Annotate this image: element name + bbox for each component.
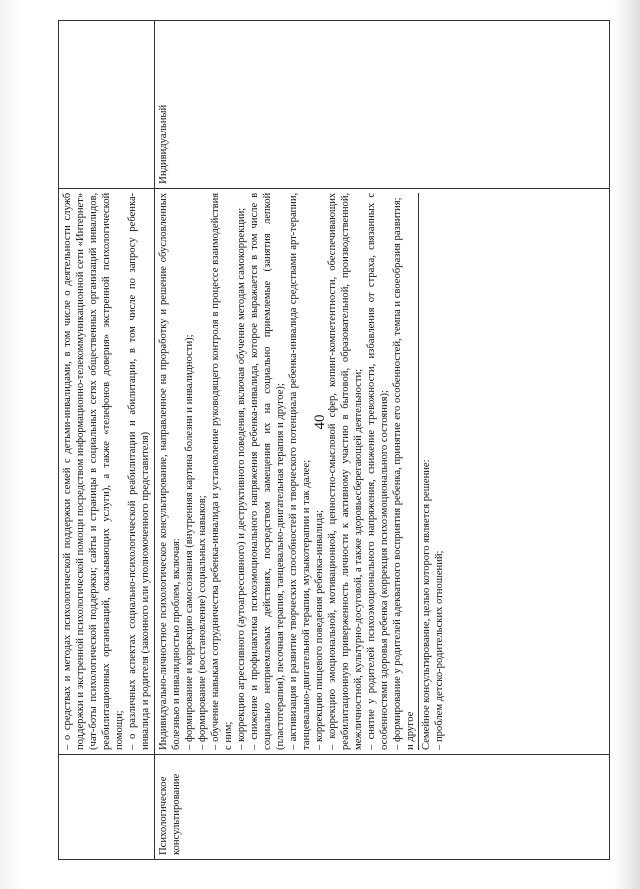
- service-type-label: Психологическое консультирование: [158, 773, 182, 855]
- list-item: – активизация и развитие творческих способностей и творческого потенциала ребенка-инвалида средствами арт-терапии, танцевально-двигательной терапии, музыкотерапии и так далее;: [288, 192, 312, 750]
- table-row-psych-consulting: [155, 21, 610, 860]
- list-item: – формирование у родителей адекватного восприятия ребенка, принятие его особенностей, темпа и своеобразия развития;: [392, 197, 403, 750]
- list-item: – коррекцию эмоциональной, мотивационной, ценностно-смысловой сфер, копинг-компетентности, обеспечивающих реабилитационную приверженность личности к активному участию в бытовой, образовательной, производственной, межличностной, культурно-досуговой, а также здоровьесберегающей деятельности;: [327, 192, 364, 750]
- table-row-continuation: [59, 21, 155, 860]
- rotated-page-frame: [58, 20, 610, 860]
- services-table: [58, 20, 610, 860]
- list-item: – проблем детско-родительских отношений;: [434, 550, 445, 750]
- list-item: – формирование и коррекцию самосознания (внутренняя картина болезни и инвалидности);: [184, 334, 195, 750]
- list-item: – снятие у родителей психоэмоционального напряжения, снижение тревожности, избавления от страха, связанных с особенностями здоровья ребенка (коррекция психоэмоционального состояния);: [366, 192, 390, 750]
- rotated-page-content: [58, 20, 610, 860]
- list-item: – о средствах и методах психологической поддержки семей с детьми-инвалидами, в том числе о деятельности служб поддержки и экстренной психологической помощи посредством информационно-телекоммуникационной сети «Интернет» (чат-боты психологической поддержки; сайты и страницы в социальных сетях общественных организаций инвалидов, реабилитационных организаций, оказывающих услуги), а также «телефонов доверия» экстренной психологической помощи;: [62, 192, 125, 750]
- scan-shadow: [614, 0, 640, 889]
- continuation-description-cell: [59, 188, 155, 754]
- mode-label: Индивидуальный: [158, 104, 169, 184]
- page-number: 40: [312, 414, 328, 430]
- list-item: – обучение навыкам сотрудничества ребенка-инвалида и установление руководящего контроля в процессе взаимодействия с ним;: [210, 192, 234, 750]
- mode-cell-empty: [59, 21, 155, 189]
- family-intro: Семейное консультирование, целью которого является решение:: [418, 193, 433, 750]
- service-type-cell-empty: [59, 754, 155, 859]
- service-type-cell: [155, 754, 610, 859]
- list-item: – коррекцию агрессивного (аутоагрессивного) и деструктивного поведения, включая обучение методам самокоррекции;: [236, 207, 247, 750]
- list-item: – снижение и профилактика психоэмоционального напряжения ребенка-инвалида, которое выражается в том числе в социально неприемлемых действиях, посредством замещения их на социально приемлемые (занятия лепкой (пластотерапия), песочная терапия, танцевально-двигательная терапия и другое);: [249, 192, 286, 750]
- description-cell: [155, 188, 610, 754]
- individual-intro: Индивидуально-личностное психологическое консультирование, направленное на проработку и решение обусловленных болезнью и инвалидностью проблем, включая:: [158, 192, 182, 750]
- list-item: и другое: [405, 711, 416, 750]
- mode-cell: [155, 21, 610, 189]
- list-item: – формирование (восстановление) социальных навыков;: [197, 495, 208, 750]
- list-item: – коррекцию пищевого поведения ребенка-инвалида;: [314, 510, 325, 750]
- list-item: – о различных аспектах социально-психологической реабилитации и абилитации, в том числе по запросу ребенка-инвалида и родителя (законного или уполномоченного представителя): [127, 192, 151, 750]
